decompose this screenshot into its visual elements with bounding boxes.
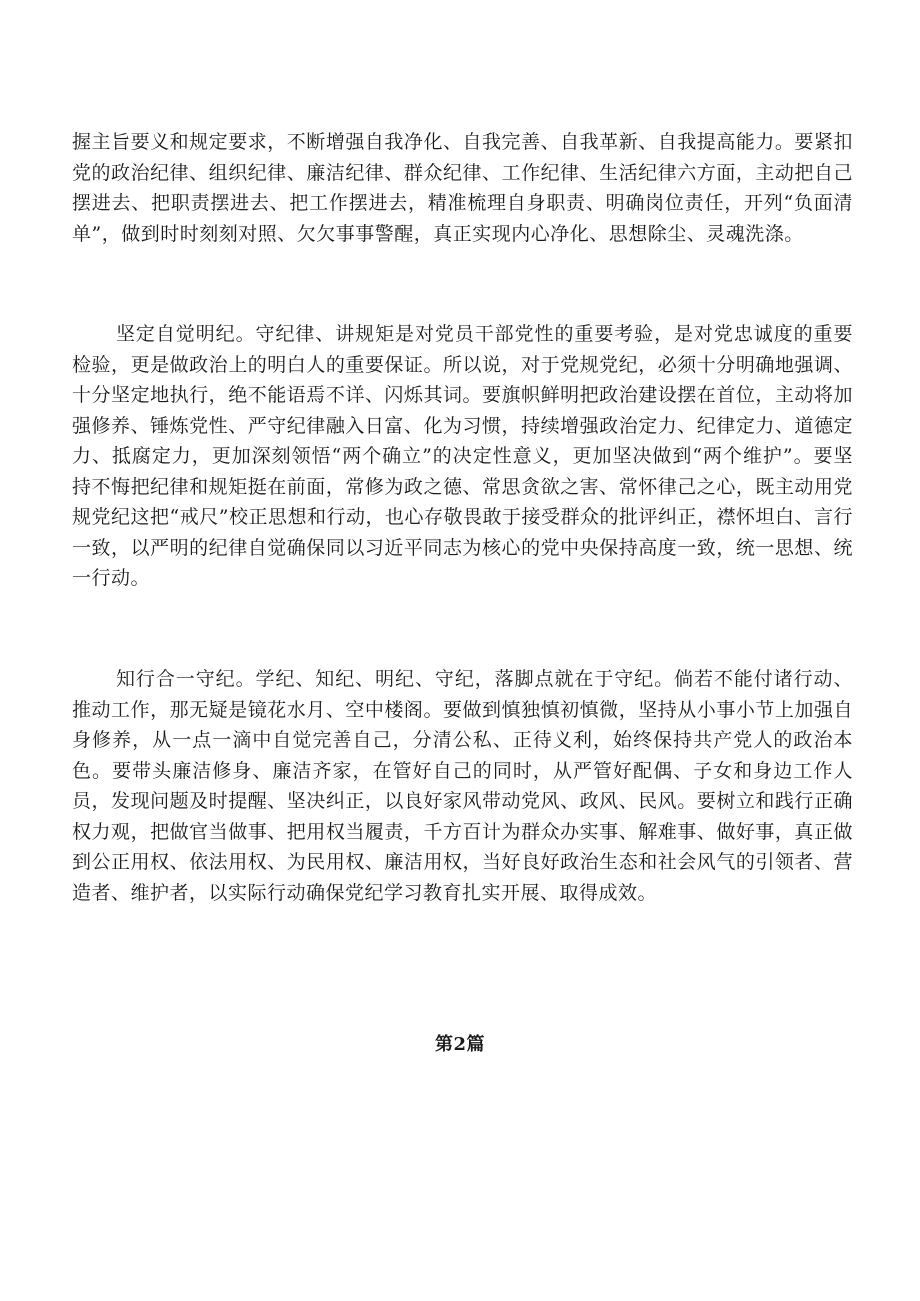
section-heading: 第2篇 — [434, 1034, 486, 1055]
paragraph-1: 握主旨要义和规定要求，不断增强自我净化、自我完善、自我革新、自我提高能力。要紧扣党的政治纪律、组织纪律、廉洁纪律、群众纪律、工作纪律、生活纪律六方面，主动把自己摆进去、把职责摆进去、把工作摆进去，精准梳理自身职责、明确岗位责任，开列“负面清单”，做到时时刻刻对照、欠欠事事警醒，真正实现内心净化、思想除尘、灵魂洗涤。 — [72, 131, 853, 245]
paragraph-3: 知行合一守纪。学纪、知纪、明纪、守纪，落脚点就在于守纪。倘若不能付诸行动、推动工作，那无疑是镜花水月、空中楼阁。要做到慎独慎初慎微，坚持从小事小节上加强自身修养，从一点一滴中自觉完善自己，分清公私、正待义利，始终保持共产党人的政治本色。要带头廉洁修身、廉洁齐家，在管好自己的同时，从严管好配偶、子女和身边工作人员，发现问题及时提醒、坚决纠正，以良好家风带动党风、政风、民风。要树立和践行正确权力观，把做官当做事、把用权当履责，千方百计为群众办实事、解难事、做好事，真正做到公正用权、依法用权、为民用权、廉洁用权，当好良好政治生态和社会风气的引领者、营造者、维护者，以实际行动确保党纪学习教育扎实开展、取得成效。 — [72, 668, 853, 904]
paragraph-2: 坚定自觉明纪。守纪律、讲规矩是对党员干部党性的重要考验，是对党忠诚度的重要检验，更是做政治上的明白人的重要保证。所以说，对于党规党纪，必须十分明确地强调、十分坚定地执行，绝不能语焉不详、闪烁其词。要旗帜鲜明把政治建设摆在首位，主动将加强修养、锤炼党性、严守纪律融入日富、化为习惯，持续增强政治定力、纪律定力、道德定力、抵腐定力，更加深刻领悟“两个确立”的决定性意义，更加坚决做到“两个维护”。要坚持不悔把纪律和规矩挺在前面，常修为政之德、常思贪欲之害、常怀律己之心，既主动用党规党纪这把“戒尺”校正思想和行动，也心存敬畏敢于接受群众的批评纠正，襟怀坦白、言行一致，以严明的纪律自觉确保同以习近平同志为核心的党中央保持高度一致，统一思想、统一行动。 — [72, 323, 853, 589]
